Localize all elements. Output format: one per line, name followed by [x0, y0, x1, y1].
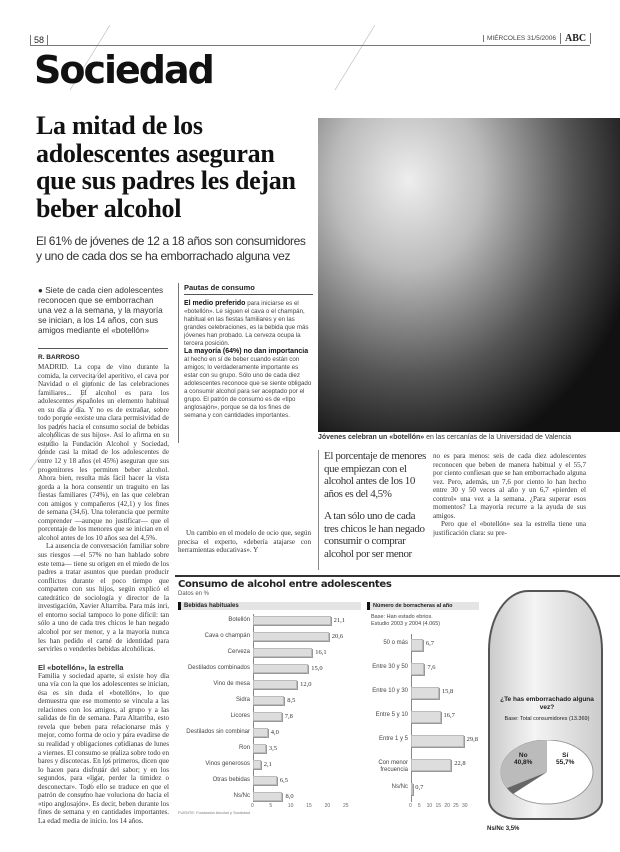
pie-label-nsnc	[487, 826, 519, 832]
bar	[253, 792, 282, 801]
bar-value: 20,6	[331, 633, 344, 640]
bar-value: 3,5	[268, 745, 277, 752]
tick-label: 30	[462, 803, 468, 809]
chart1-section: Bebidas habituales	[178, 602, 361, 610]
headline: La mitad de los adolescentes aseguran que sus padres les dejan beber alcohol	[36, 111, 296, 223]
bar-value: 6,7	[425, 640, 434, 647]
tick-label: 15	[306, 803, 312, 809]
tick-label: 0	[251, 803, 254, 809]
paragraph: Un cambio en el modelo de ocio que, según precisa el experto, «debería atajarse con herramientas educativas». Y	[178, 529, 311, 555]
tick-label: 5	[269, 803, 273, 809]
bar	[253, 696, 284, 705]
issue-date: MIÉRCOLES 31/5/2006	[483, 35, 556, 42]
bar-label: Vinos generosos	[205, 761, 250, 767]
slice-label: No	[518, 752, 528, 759]
bar-label: 50 o más	[383, 640, 408, 646]
bar	[253, 712, 282, 721]
paragraph: Pero que el «botellón» sea la estrella tiene una justificación clara: su pre-	[433, 520, 586, 537]
bar-label: Otras bebidas	[212, 777, 250, 783]
bar-value: 7,8	[284, 713, 293, 720]
bar	[411, 687, 439, 699]
bar	[253, 760, 261, 769]
subheading: El «botellón», la estrella	[38, 662, 124, 672]
bar-label: Destilados sin combinar	[186, 729, 250, 735]
sidebar-span: al hecho en sí de beber cuando están con amigos; lo verdaderamente importante es estar con su grupo. Sólo uno de cada diez adolescentes reconoce que se siente obligado a consumir alcohol para ser aceptado por el grupo. El patrón de consumo es de «tipo anglosajón», porque se da los fines de semana y con cantidades importantes.	[184, 356, 312, 419]
photo-caption	[318, 434, 571, 441]
slice-label: Ns/Nc	[487, 826, 505, 832]
watermark-stroke	[335, 25, 375, 90]
bar	[253, 680, 297, 689]
pie-note: Base: Total consumidores (13.369)	[504, 716, 590, 722]
tick-label: 20	[324, 803, 331, 809]
bar-label: Vino de mesa	[213, 681, 250, 687]
bar	[411, 735, 464, 747]
pull-quote-2: A tan sólo uno de cada tres chicos le han negado consumir o comprar alcohol por ser menor	[324, 510, 425, 560]
bar-label: Entre 30 y 50	[372, 664, 408, 670]
body-column-3	[433, 452, 586, 564]
bar-label: Sidra	[235, 697, 250, 703]
caption-bold: Jóvenes celebran un «botellón»	[318, 434, 425, 441]
bar	[411, 759, 451, 771]
pie-chart	[497, 740, 597, 810]
slice-value: 40,8%	[514, 759, 533, 766]
bar-value: 6,5	[279, 777, 289, 784]
tick-label: 10	[287, 803, 294, 809]
section-title: Sociedad	[34, 48, 213, 92]
page-number: 58	[30, 35, 48, 45]
bar-label: Cava o champán	[204, 633, 250, 639]
bar-value: 15,8	[441, 688, 454, 695]
article-photo	[318, 118, 620, 432]
bar	[253, 648, 312, 657]
bullet-text: Siete de cada cien adolescentes reconocen que se emborrachan una vez a la semana, y la mayoría se inician, a los 14 años, con sus amigos mediante el «botellón»	[38, 286, 164, 335]
bar-label: Entre 5 y 10	[375, 712, 408, 718]
sidebar-box	[178, 283, 313, 443]
bar-value: 0,7	[415, 784, 424, 791]
bar	[253, 616, 331, 625]
brand-logo: ABC	[560, 33, 591, 44]
tick-label: 25	[453, 803, 459, 809]
bar	[253, 728, 268, 737]
note-line: Base: Han estado ebrios.	[371, 614, 433, 620]
pie-label-no	[514, 752, 532, 766]
chart-source: FUENTE: Fundación Alcohol y Sociedad	[178, 810, 250, 815]
tick-label: 25	[343, 803, 349, 809]
bar	[411, 711, 441, 723]
bar-value: 7,6	[427, 664, 436, 671]
sidebar-bold: La mayoría (64%) no dan importancia	[184, 348, 309, 355]
bar-value: 15,0	[311, 665, 323, 672]
bar-label: Destilados combinados	[187, 665, 250, 671]
divider	[318, 450, 319, 570]
bar-value: 12,0	[300, 681, 312, 688]
bar	[411, 663, 424, 675]
bar-value: 8,5	[287, 697, 296, 704]
chart2-note	[371, 614, 440, 628]
sidebar-span: para iniciarse es el «botellón». Le siguen el cava o el champán, habitual en las fiestas familiares y en las grandes celebraciones, es la bebida que más jóvenes han probado. La cerveza ocupa la tercera posición.	[184, 300, 309, 347]
bar-label: Licores	[230, 713, 250, 719]
caption-text: en las cercanías de la Universidad de Valencia	[424, 434, 572, 441]
chart-subtitle: Datos en %	[178, 591, 210, 597]
bar-value: 8,0	[285, 793, 294, 800]
bar-label: Botellón	[228, 617, 250, 623]
subheadline: El 61% de jóvenes de 12 a 18 años son consumidores y uno de cada dos se ha emborrachado alguna vez	[36, 234, 306, 263]
slice-value: 3,5%	[505, 826, 520, 832]
paragraph: La ausencia de conversación familiar sobre sus riesgos —el 57% no han hablado sobre este tema— tiene su origen en el miedo de los padres a tratar asuntos que puedan producir conflictos durante el poco tiempo que comparten con sus hijos, según explicó el catedrático de sociología y director de la investigación, Xavier Altarriba. Para más inri, el entorno social tampoco lo pone difícil: tan sólo a uno de cada tres chicos le han negado alcohol por ser menor, y a la mayoría nunca les han pedido el carné de identidad para servirles o venderles bebidas alcohólicas.	[38, 542, 169, 654]
tick-label: 0	[409, 803, 412, 809]
slice-value: 55,7%	[556, 759, 575, 766]
bar-value: 2,1	[263, 761, 272, 768]
tick-label: 10	[426, 803, 433, 809]
bar-value: 16,7	[443, 712, 455, 719]
bar-label: Entre 1 y 5	[378, 736, 408, 742]
paragraph: Familia y sociedad aparte, si existe hoy día una vía con la que los adolescentes se inician, ésa es sin duda el «botellón», lo que demuestra que ese momento se vincula a las relaciones con los amigos, al grupo y a las salidas de fin de semana. Para Altarriba, esto revela que beben para relacionarse más y mejor, como forma de ocio y para evadirse de su realidad y obligaciones cotidianas de lunes a viernes. El consumo se realiza sobre todo en bares y discotecas. En los primeros, dicen que lo hacen para disfrutar del sabor; y en los segundos, para «ligar, perder la timidez o desconectar». Todo ello se traduce en que el patrón de consumo hae voluciona do hacia el «tipo anglosajón». Es decir, beben durante los fines de semana y en cantidades importantes. La edad media de inicio, los 14 años.	[38, 671, 169, 823]
tick-label: 5	[417, 803, 421, 809]
bar-label: Ns/Nc	[233, 793, 250, 799]
paragraph: MADRID. La copa de vino durante la comida, la cervecita del aperitivo, el cava por Navidad o el gintonic de las celebraciones familiares... El alcohol es para los adolescentes españoles un elemento habitual en su día a día. Y no es de extrañar, sobre todo porque «existe una clara permisividad de los padres hacia el consumo social de bebidas alcohólicas de sus hijos». Así lo afirma en su estudio la Fundación Alcohol y Sociedad, donde casi la mitad de los adolescentes de entre 12 y 18 años (el 45%) aseguran que sus progenitores les permiten beber alcohol. Ahora bien, resulta más fácil hacer la vista gorda a la hora consentir un traguito en las fiestas familiares (74%), en las que celebran con amigos y compañeros (42,1) y los fines de semana (34,6). Una tolerancia que permite comprender —aunque no justificar— que el porcentaje de los menores que se inician en el alcohol antes de los 10 años sea del 4,5%.	[38, 363, 169, 542]
pie-title: ¿Te has emborrachado alguna vez?	[500, 696, 594, 711]
summary-bullet: ● Siete de cada cien adolescentes reconocen que se emborrachan una vez a la semana, y la mayoría se inician, a los 14 años, con sus amigos mediante el «botellón»	[38, 286, 164, 335]
chart-title: Consumo de alcohol entre adolescentes	[178, 579, 392, 590]
note-line: Estudio 2003 y 2004 (4.065)	[371, 621, 441, 627]
paragraph: no es para menos: seis de cada diez adolescentes reconocen que beben de manera habitual y el 55,7 por ciento confiesan que se han emborrachado alguna vez. Pero, además, un 7,6 por ciento lo han hecho entre 30 y 50 veces al año y un 6,7 «pierden el control» una vez a la semana. ¿Para superar esos momentos? La mayoría recurre a la ayuda de sus amigos.	[433, 452, 586, 520]
sidebar-title: Pautas de consumo	[184, 283, 313, 295]
tick-label: 20	[444, 803, 450, 809]
bar	[253, 664, 308, 673]
bar	[411, 783, 413, 795]
slice-label: Sí	[562, 752, 569, 759]
bar-label: Ron	[238, 745, 250, 751]
bar-label: Con menor frecuencia	[378, 760, 408, 773]
bar-value: 29,8	[466, 736, 479, 743]
divider	[38, 348, 168, 349]
body-column-1	[38, 363, 169, 823]
pie-label-si	[556, 752, 574, 766]
bar-label: Ns/Nc	[391, 784, 408, 790]
bar-value: 16,1	[315, 649, 327, 656]
bar	[411, 639, 423, 651]
byline: R. BARROSO	[38, 354, 80, 361]
bar-value: 22,8	[454, 760, 466, 767]
sidebar-text	[184, 300, 313, 420]
axis-line	[253, 614, 254, 802]
bar-value: 4,0	[270, 729, 279, 736]
tick-label: 15	[435, 803, 442, 809]
header-rule	[30, 45, 590, 46]
pull-quote-1: El porcentaje de menores que empiezan con el alcohol antes de los 10 años es del 4,5%	[324, 450, 426, 500]
sidebar-bold: El medio preferido	[184, 300, 246, 307]
bar	[253, 632, 329, 641]
bar	[253, 776, 277, 785]
bar-label: Cerveza	[227, 649, 250, 655]
bar-label: Entre 10 y 30	[372, 688, 408, 694]
bar-value: 21,1	[333, 617, 346, 624]
chart2-section: Número de borracheras al año	[367, 602, 479, 610]
bar	[253, 744, 266, 753]
body-column-2	[178, 452, 311, 564]
